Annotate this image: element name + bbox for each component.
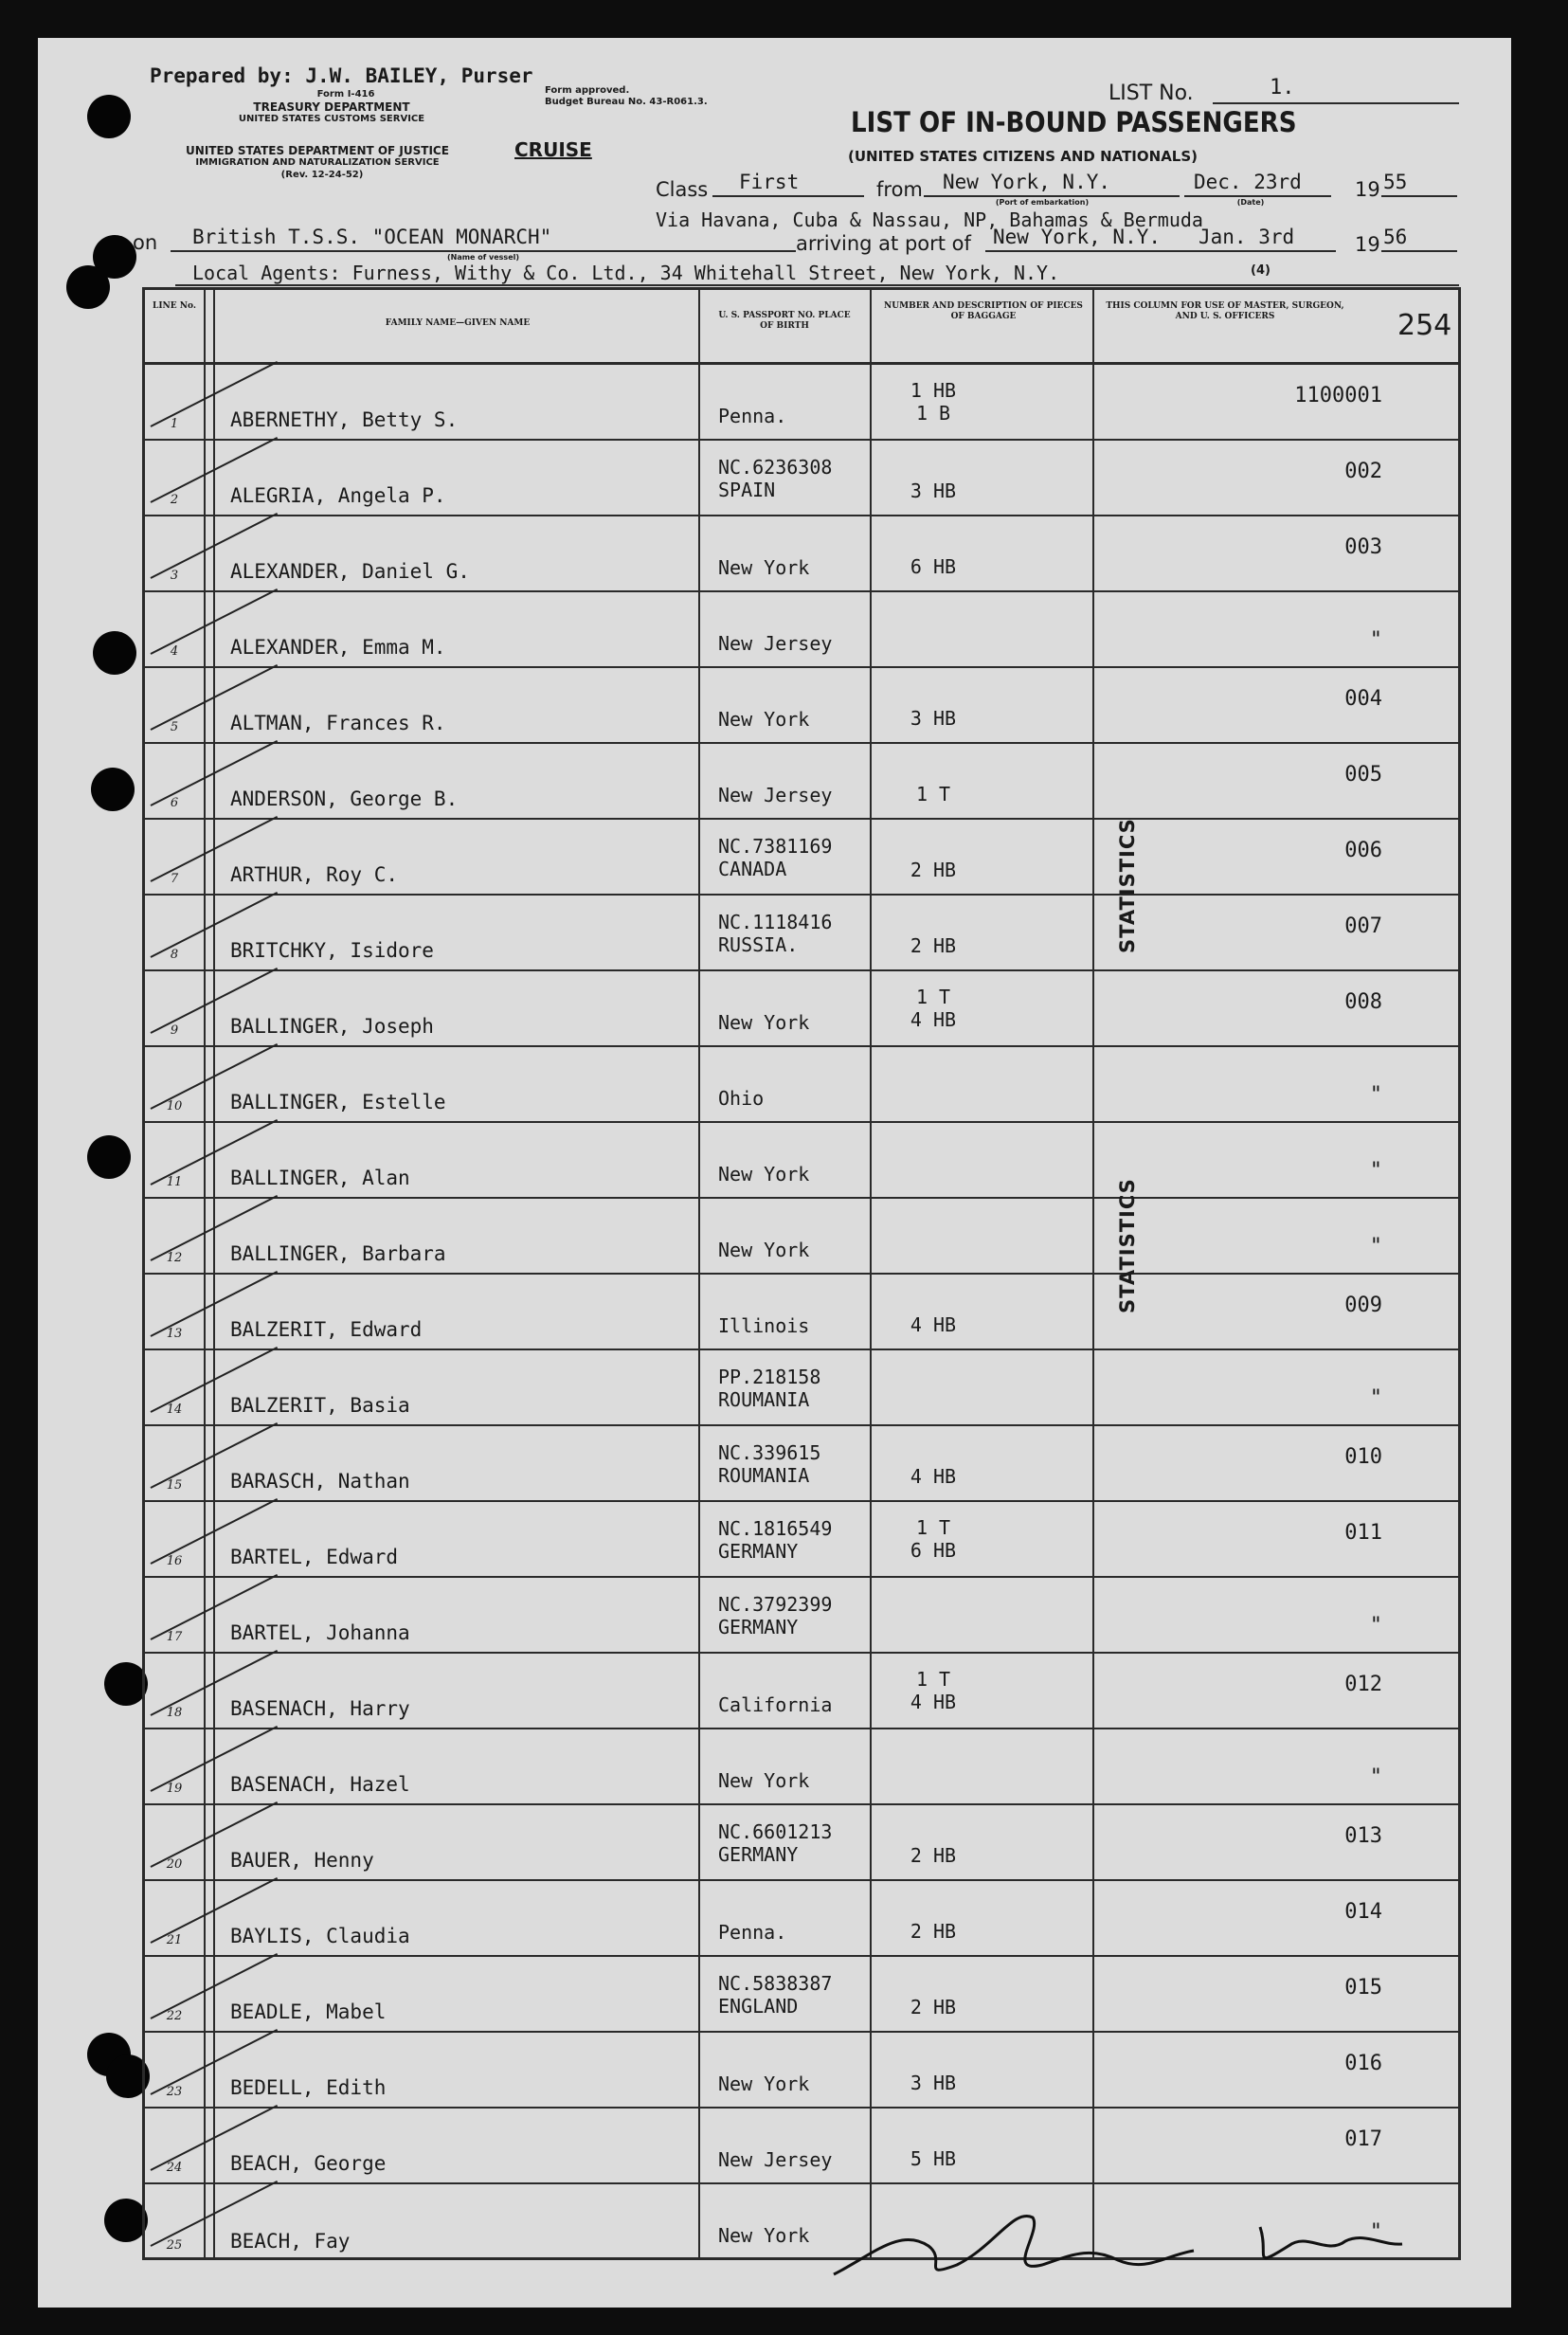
underline (1381, 195, 1457, 197)
underline (1381, 250, 1457, 252)
from-label: from (876, 178, 923, 201)
birth-line-2: GERMANY (718, 1843, 799, 1866)
baggage-line-1: 2 HB (910, 859, 957, 881)
passenger-name: BALZERIT, Edward (230, 1318, 423, 1341)
officer-number: 007 (1344, 914, 1382, 938)
passenger-name: BEACH, George (230, 2152, 387, 2175)
baggage-line-1: 4 HB (910, 1465, 957, 1488)
passenger-name: BALLINGER, Estelle (230, 1091, 446, 1113)
table-body (145, 365, 1458, 2257)
page-number: 254 (1397, 309, 1452, 342)
line-number: 10 (166, 1099, 183, 1113)
punch-hole (87, 95, 131, 138)
vessel-caption: (Name of vessel) (446, 253, 520, 262)
arrival-port: New York, N.Y. (993, 226, 1162, 248)
birth-line-1: New York (718, 1239, 810, 1261)
baggage-line-1: 1 T (915, 986, 951, 1008)
signature-name (947, 2246, 954, 2247)
local-agents: Local Agents: Furness, Withy & Co. Ltd., 34 Whitehall Street, New York, N.Y. (192, 262, 1060, 284)
birth-line-1: NC.6236308 (718, 456, 833, 479)
baggage-line-1: 6 HB (910, 555, 957, 578)
passenger-name: BARTEL, Edward (230, 1546, 399, 1568)
line-number: 21 (166, 1933, 183, 1947)
line-number: 25 (166, 2238, 183, 2253)
line-number: 17 (166, 1630, 183, 1644)
table-row (145, 1275, 1458, 1350)
baggage-line-1: 1 HB (910, 379, 957, 402)
line-number: 24 (166, 2161, 183, 2175)
officer-number: 002 (1344, 460, 1382, 483)
birth-line-1: NC.7381169 (718, 835, 833, 858)
arrival-date: Jan. 3rd (1199, 226, 1295, 248)
line-number: 1 (170, 417, 179, 431)
line-number: 11 (166, 1175, 183, 1189)
manifest-sheet (38, 38, 1511, 2308)
officer-number: " (1369, 1386, 1382, 1410)
manifest-title: LIST OF IN-BOUND PASSENGERS (851, 106, 1297, 138)
vessel-name: British T.S.S. "OCEAN MONARCH" (192, 226, 552, 248)
birth-line-1: New Jersey (718, 784, 833, 806)
signature-scribble (815, 2189, 1421, 2293)
punch-hole (87, 1135, 131, 1179)
officer-number: 010 (1344, 1445, 1382, 1469)
officer-number: 017 (1344, 2127, 1382, 2151)
passenger-name: BAYLIS, Claudia (230, 1925, 410, 1947)
birth-line-2: ROUMANIA (718, 1464, 810, 1487)
baggage-line-1: 4 HB (910, 1313, 957, 1336)
baggage-line-1: 5 HB (910, 2147, 957, 2170)
via-ports: Via Havana, Cuba & Nassau, NP, Bahamas & Bermuda (656, 208, 1203, 231)
officer-number: 014 (1344, 1900, 1382, 1924)
passenger-name: ALEXANDER, Daniel G. (230, 560, 470, 583)
birth-line-1: New Jersey (718, 2148, 833, 2171)
birth-line-2: RUSSIA. (718, 933, 799, 956)
passenger-name: BEDELL, Edith (230, 2076, 387, 2099)
birth-line-1: New Jersey (718, 632, 833, 655)
table-row (145, 1654, 1458, 1729)
budget-approved: Form approved. (545, 85, 630, 96)
budget-bureau: Budget Bureau No. 43-R061.3. (545, 97, 708, 107)
passenger-name: BARTEL, Johanna (230, 1621, 410, 1644)
line-number: 13 (166, 1327, 183, 1341)
officer-number: 006 (1344, 839, 1382, 862)
officer-number: " (1369, 1614, 1382, 1638)
punch-hole (91, 768, 135, 811)
baggage-line-1: 3 HB (910, 2072, 957, 2094)
table-row (145, 1957, 1458, 2033)
arriving-label: arriving at port of (796, 232, 971, 255)
list-no-value: 1. (1270, 76, 1295, 100)
form-number: Form I-416 (316, 89, 375, 100)
officer-number: " (1369, 1765, 1382, 1789)
line-number: 16 (166, 1554, 183, 1568)
birth-line-2: SPAIN (718, 479, 776, 501)
birth-line-2: ENGLAND (718, 1995, 799, 2018)
baggage-line-2: 4 HB (910, 1008, 957, 1031)
on-label: on (133, 231, 158, 254)
passenger-name: BEADLE, Mabel (230, 2000, 387, 2023)
cruise-label: CRUISE (514, 138, 592, 161)
passenger-table (142, 287, 1461, 2260)
class-label: Class (656, 178, 709, 201)
ins-service: IMMIGRATION AND NATURALIZATION SERVICE (195, 157, 440, 168)
officer-number: 003 (1344, 535, 1382, 559)
officer-number: " (1369, 1159, 1382, 1183)
birth-line-1: PP.218158 (718, 1366, 821, 1388)
baggage-line-1: 1 T (915, 783, 951, 805)
birth-line-2: ROUMANIA (718, 1388, 810, 1411)
birth-line-2: CANADA (718, 858, 787, 880)
table-row (145, 744, 1458, 820)
passenger-name: BASENACH, Hazel (230, 1773, 410, 1796)
line-number: 23 (166, 2085, 183, 2099)
officer-number: 1100001 (1294, 384, 1382, 407)
line-number: 8 (170, 948, 179, 962)
header-passport: U. S. PASSPORT NO. PLACE OF BIRTH (718, 311, 851, 331)
birth-line-1: NC.1816549 (718, 1517, 833, 1540)
baggage-line-1: 2 HB (910, 1996, 957, 2018)
from-value: New York, N.Y. (943, 171, 1111, 193)
table-row (145, 1805, 1458, 1881)
baggage-line-2: 6 HB (910, 1539, 957, 1562)
punch-hole (66, 265, 110, 309)
line-number: 7 (170, 872, 179, 886)
passenger-name: BALZERIT, Basia (230, 1394, 410, 1417)
passenger-name: BASENACH, Harry (230, 1697, 410, 1720)
table-row (145, 2109, 1458, 2184)
underline (175, 284, 1459, 286)
note-4: (4) (1251, 263, 1271, 278)
line-number: 18 (166, 1706, 183, 1720)
prepared-by: Prepared by: J.W. BAILEY, Purser (150, 64, 533, 87)
table-row (145, 441, 1458, 516)
baggage-line-1: 1 T (915, 1668, 951, 1691)
baggage-line-1: 2 HB (910, 934, 957, 957)
table-row (145, 1729, 1458, 1805)
birth-line-1: California (718, 1693, 833, 1716)
arrival-year-prefix: 19 (1355, 233, 1380, 256)
header-name: FAMILY NAME—GIVEN NAME (385, 318, 531, 328)
departure-date: Dec. 23rd (1194, 171, 1302, 193)
birth-line-1: Penna. (718, 1921, 787, 1944)
baggage-line-1: 3 HB (910, 480, 957, 502)
line-number: 15 (166, 1478, 183, 1493)
table-row (145, 1350, 1458, 1426)
table-row (145, 1123, 1458, 1199)
header-officers: THIS COLUMN FOR USE OF MASTER, SURGEON, AND U. S. OFFICERS (1106, 301, 1344, 321)
date-caption: (Date) (1236, 198, 1265, 207)
table-header (145, 290, 1458, 365)
officer-number: " (1369, 628, 1382, 652)
table-row (145, 516, 1458, 592)
table-row (145, 896, 1458, 971)
customs-service: UNITED STATES CUSTOMS SERVICE (238, 114, 425, 124)
line-number: 12 (166, 1251, 183, 1265)
birth-line-1: Illinois (718, 1314, 810, 1337)
justice-dept: UNITED STATES DEPARTMENT OF JUSTICE (186, 144, 449, 157)
officer-number: 016 (1344, 2052, 1382, 2075)
statistics-stamp: STATISTICS (1116, 1178, 1139, 1313)
table-row (145, 1426, 1458, 1502)
underline (712, 195, 864, 197)
line-number: 22 (166, 2009, 183, 2023)
birth-line-1: NC.5838387 (718, 1972, 833, 1995)
birth-line-1: New York (718, 556, 810, 579)
table-row (145, 668, 1458, 744)
birth-line-1: New York (718, 1163, 810, 1186)
arrival-year: 56 (1383, 226, 1408, 248)
officer-number: " (1369, 1235, 1382, 1258)
baggage-line-1: 1 T (915, 1516, 951, 1539)
header-baggage: NUMBER AND DESCRIPTION OF PIECES OF BAGGAGE (884, 301, 1083, 321)
officer-number: 009 (1344, 1294, 1382, 1317)
table-row (145, 1881, 1458, 1957)
underline (985, 250, 1336, 252)
birth-line-1: NC.6601213 (718, 1820, 833, 1843)
table-row (145, 971, 1458, 1047)
treasury-dept: TREASURY DEPARTMENT (253, 100, 410, 114)
table-row (145, 592, 1458, 668)
class-value: First (739, 171, 800, 193)
signature-note (1251, 2246, 1254, 2247)
birth-line-1: NC.3792399 (718, 1593, 833, 1616)
passenger-name: ALEGRIA, Angela P. (230, 484, 446, 507)
passenger-name: BEACH, Fay (230, 2230, 351, 2253)
passenger-name: ALTMAN, Frances R. (230, 712, 446, 734)
birth-line-1: New York (718, 2073, 810, 2095)
officer-number: " (1369, 1083, 1382, 1107)
table-row (145, 820, 1458, 896)
table-row (145, 1199, 1458, 1275)
statistics-stamp: STATISTICS (1116, 818, 1139, 953)
birth-line-1: NC.339615 (718, 1441, 821, 1464)
list-no-label: LIST No. (1108, 81, 1194, 105)
passenger-name: ARTHUR, Roy C. (230, 863, 399, 886)
table-row (145, 2033, 1458, 2109)
baggage-line-1: 2 HB (910, 1844, 957, 1867)
officer-number: 008 (1344, 990, 1382, 1014)
underline (1213, 102, 1459, 104)
birth-line-1: Ohio (718, 1087, 765, 1110)
baggage-line-2: 4 HB (910, 1691, 957, 1713)
officer-number: 004 (1344, 687, 1382, 711)
passenger-name: ABERNETHY, Betty S. (230, 408, 459, 431)
year-value: 55 (1383, 171, 1408, 193)
line-number: 4 (170, 644, 179, 659)
manifest-subtitle: (UNITED STATES CITIZENS AND NATIONALS) (848, 148, 1199, 165)
baggage-line-2: 1 B (915, 402, 951, 425)
line-number: 5 (170, 720, 179, 734)
officer-number: 005 (1344, 763, 1382, 787)
year-prefix: 19 (1355, 178, 1380, 201)
passenger-name: BARASCH, Nathan (230, 1470, 410, 1493)
passenger-name: BRITCHKY, Isidore (230, 939, 434, 962)
birth-line-1: New York (718, 1769, 810, 1792)
officer-number: " (1369, 2220, 1382, 2244)
birth-line-1: NC.1118416 (718, 911, 833, 933)
birth-line-1: New York (718, 2224, 810, 2247)
line-number: 2 (170, 493, 179, 507)
passenger-name: ANDERSON, George B. (230, 787, 459, 810)
punch-hole (93, 631, 136, 675)
officer-number: 013 (1344, 1824, 1382, 1848)
baggage-line-1: 3 HB (910, 707, 957, 730)
birth-line-1: New York (718, 708, 810, 731)
passenger-name: BALLINGER, Joseph (230, 1015, 434, 1038)
table-row (145, 1578, 1458, 1654)
officer-number: 012 (1344, 1673, 1382, 1696)
table-row (145, 365, 1458, 441)
baggage-line-1: 2 HB (910, 1920, 957, 1943)
birth-line-1: New York (718, 1011, 810, 1034)
line-number: 14 (166, 1403, 183, 1417)
passenger-name: ALEXANDER, Emma M. (230, 636, 446, 659)
birth-line-2: GERMANY (718, 1616, 799, 1638)
line-number: 3 (170, 569, 179, 583)
form-revision: (Rev. 12-24-52) (280, 170, 364, 180)
line-number: 9 (170, 1023, 179, 1038)
birth-line-2: GERMANY (718, 1540, 799, 1563)
line-number: 20 (166, 1857, 183, 1872)
table-row (145, 1502, 1458, 1578)
passenger-name: BAUER, Henny (230, 1849, 374, 1872)
officer-number: 015 (1344, 1976, 1382, 2000)
passenger-name: BALLINGER, Alan (230, 1167, 410, 1189)
embarkation-caption: (Port of embarkation) (995, 198, 1090, 207)
line-number: 19 (166, 1782, 183, 1796)
officer-number: 011 (1344, 1521, 1382, 1545)
passenger-name: BALLINGER, Barbara (230, 1242, 446, 1265)
birth-line-1: Penna. (718, 405, 787, 427)
line-number: 6 (170, 796, 179, 810)
table-row (145, 1047, 1458, 1123)
header-line-no: LINE No. (153, 301, 196, 311)
